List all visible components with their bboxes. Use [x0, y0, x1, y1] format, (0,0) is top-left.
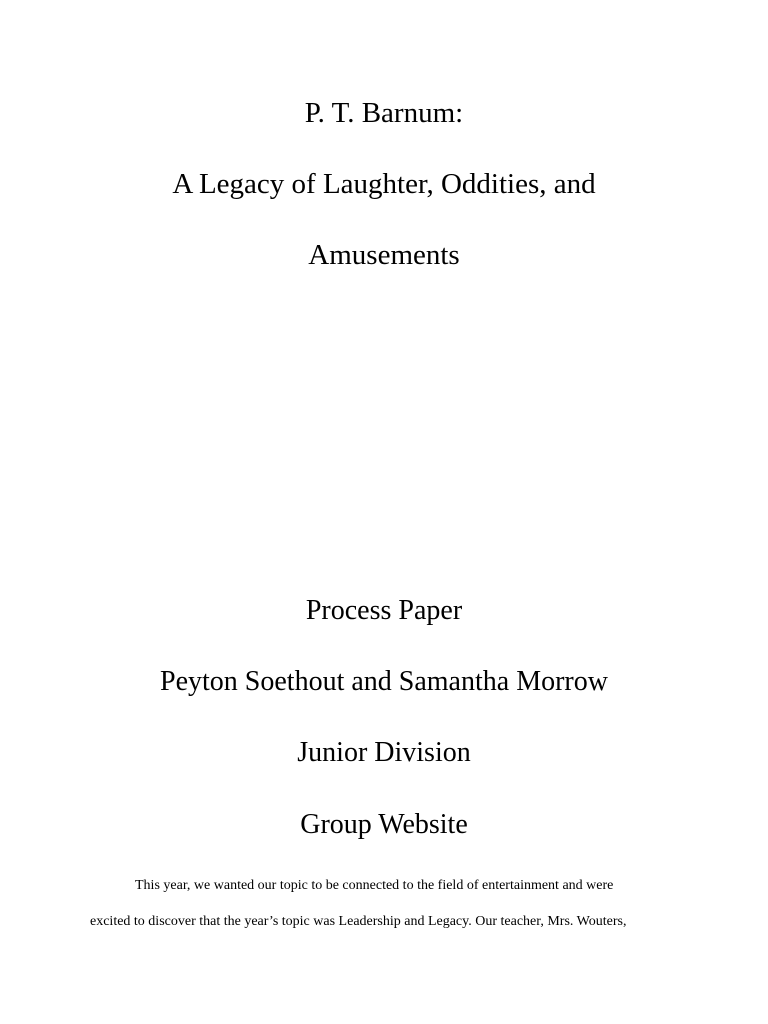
title-line-3: Amusements: [308, 239, 460, 271]
division: Junior Division: [297, 737, 471, 768]
body-line-2: excited to discover that the year’s topic was Leadership and Legacy. Our teacher, Mrs. Wouters,: [90, 914, 627, 929]
category: Group Website: [300, 809, 468, 840]
paper-type: Process Paper: [305, 595, 463, 626]
title-line-2: A Legacy of Laughter, Oddities, and: [172, 168, 596, 200]
authors: Peyton Soethout and Samantha Morrow: [160, 666, 608, 697]
body-line-1: This year, we wanted our topic to be connected to the field of entertainment and were: [135, 878, 614, 893]
title-line-1: P. T. Barnum:: [304, 97, 464, 129]
